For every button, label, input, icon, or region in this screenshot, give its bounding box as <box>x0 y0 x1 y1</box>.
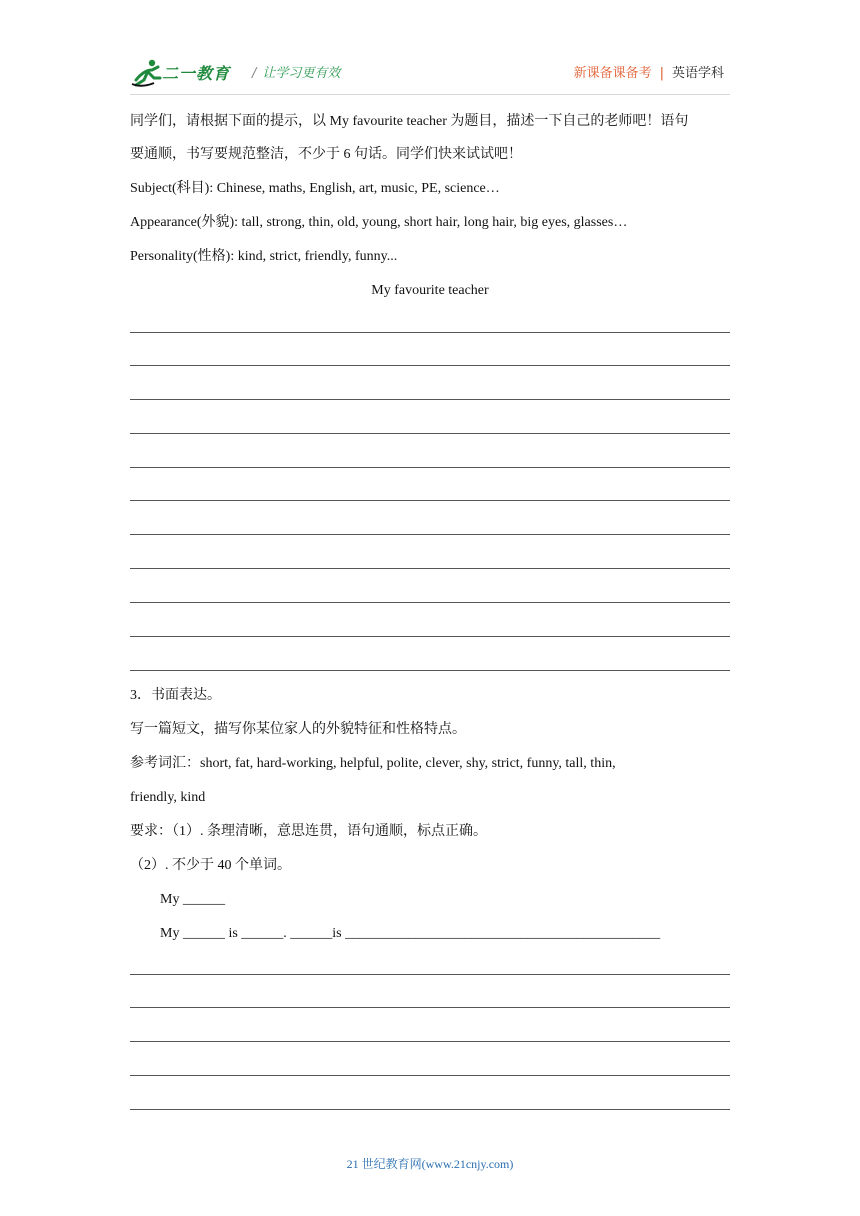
writing-line[interactable] <box>130 332 730 333</box>
writing-line[interactable] <box>130 534 730 535</box>
tag-divider: | <box>659 66 664 81</box>
writing-line[interactable] <box>130 636 730 637</box>
runner-icon <box>130 58 164 88</box>
writing-line[interactable] <box>130 467 730 468</box>
task3-heading: 3．书面表达。 <box>130 688 221 703</box>
intro-line-2: 要通顺，书写要规范整洁，不少于 6 句话。同学们快来试试吧！ <box>130 147 522 162</box>
logo <box>130 58 250 88</box>
vocab-line-1: 参考词汇：short, fat, hard-working, helpful, polite, clever, shy, strict, funny, tall, thin, <box>130 756 616 771</box>
writing-line[interactable] <box>130 568 730 569</box>
header-divider <box>130 94 730 95</box>
slogan <box>252 62 340 81</box>
task3-prompt: 写一篇短文，描写你某位家人的外貌特征和性格特点。 <box>130 722 466 737</box>
writing-line[interactable] <box>130 1007 730 1008</box>
slash-divider: / <box>252 66 257 81</box>
writing-line[interactable] <box>130 1075 730 1076</box>
vocab-line-2: friendly, kind <box>130 790 206 805</box>
writing-line[interactable] <box>130 399 730 400</box>
writing-line[interactable] <box>130 602 730 603</box>
hint-appearance: Appearance(外貌): tall, strong, thin, old, young, short hair, long hair, big eyes, glasses… <box>130 215 628 230</box>
requirement-1: 要求：（1）. 条理清晰，意思连贯，语句通顺，标点正确。 <box>130 824 487 839</box>
hint-personality: Personality(性格): kind, strict, friendly, funny... <box>130 249 398 264</box>
tag-right: 英语学科 <box>671 66 724 81</box>
tag-left: 新课备课备考 <box>573 66 652 81</box>
starter-line-2: My ______ is ______. ______is _____________________________________________ <box>160 926 661 941</box>
writing-line[interactable] <box>130 1109 730 1110</box>
requirement-2: （2）. 不少于 40 个单词。 <box>130 858 291 873</box>
subject-tag <box>574 62 724 81</box>
essay-title: My favourite teacher <box>371 283 489 298</box>
writing-line[interactable] <box>130 365 730 366</box>
writing-line[interactable] <box>130 974 730 975</box>
intro-line-1: 同学们，请根据下面的提示，以 My favourite teacher 为题目，描述一下自己的老师吧！语句 <box>130 114 689 129</box>
writing-line[interactable] <box>130 500 730 501</box>
page-header <box>130 54 730 94</box>
writing-line[interactable] <box>130 1041 730 1042</box>
writing-line[interactable] <box>130 433 730 434</box>
logo-text: 二一教育 <box>162 64 231 83</box>
page-footer: 21 世纪教育网(www.21cnjy.com) <box>346 1157 514 1171</box>
writing-line[interactable] <box>130 670 730 671</box>
slogan-text: 让学习更有效 <box>262 66 341 81</box>
starter-line-1: My ______ <box>160 892 225 907</box>
hint-subject: Subject(科目): Chinese, maths, English, art, music, PE, science… <box>130 181 500 196</box>
